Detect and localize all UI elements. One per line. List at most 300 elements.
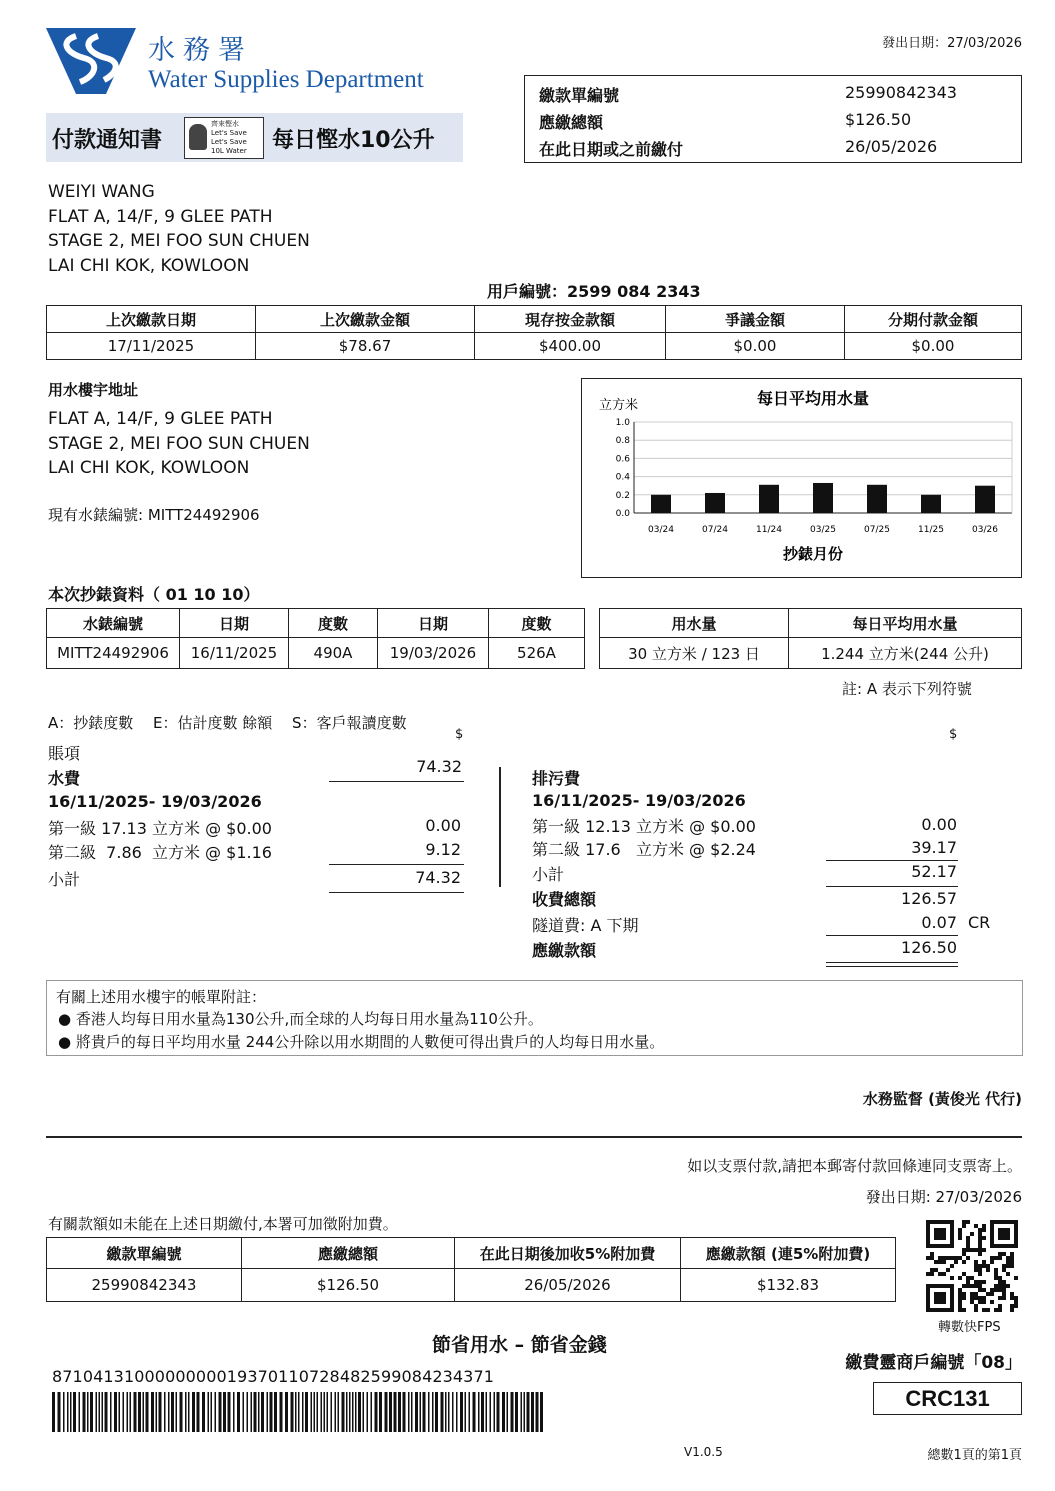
barcode-bar	[321, 1392, 323, 1432]
qr-module	[978, 1240, 982, 1244]
chart-ytick-label: 0.0	[615, 509, 630, 519]
barcode-bar	[151, 1392, 154, 1432]
qr-module	[982, 1280, 986, 1284]
qr-module	[966, 1236, 970, 1240]
chart-xtick-label: 03/26	[972, 525, 998, 535]
summary-box	[524, 75, 1022, 163]
barcode-bar	[342, 1392, 345, 1432]
barcode-bar	[127, 1392, 129, 1432]
qr-module	[958, 1276, 962, 1280]
barcode-bar	[432, 1392, 434, 1432]
qr-module	[978, 1244, 982, 1248]
barcode-bar	[385, 1392, 388, 1432]
barcode-bar	[99, 1392, 101, 1432]
barcode-bar	[448, 1392, 450, 1432]
barcode-bar	[367, 1392, 369, 1432]
barcode-bar	[411, 1392, 413, 1432]
barcode-bar	[469, 1392, 471, 1432]
chart-bar	[705, 493, 725, 513]
qr-module	[930, 1272, 934, 1276]
slogan: 節省用水 – 節省金錢	[432, 1334, 607, 1356]
qr-module	[974, 1260, 978, 1264]
qr-module	[958, 1296, 962, 1300]
qr-module	[982, 1248, 986, 1252]
qr-module	[950, 1264, 954, 1268]
barcode-bar	[168, 1392, 170, 1432]
premises-line: STAGE 2, MEI FOO SUN CHUEN	[48, 433, 310, 454]
qr-module	[978, 1232, 982, 1236]
barcode-bar	[349, 1392, 351, 1432]
barcode-bar	[211, 1392, 213, 1432]
daily-average: 1.244 立方米(244 公升)	[789, 638, 1022, 669]
qr-module	[978, 1300, 982, 1304]
qr-module	[958, 1288, 962, 1292]
col-consumption: 用水量	[600, 609, 789, 638]
qr-module	[958, 1304, 962, 1308]
qr-module	[962, 1252, 966, 1256]
qr-module	[974, 1308, 978, 1312]
tunnel-fee: 0.07	[921, 913, 957, 932]
qr-module	[982, 1288, 986, 1292]
qr-module	[990, 1260, 994, 1264]
qr-module	[958, 1232, 962, 1236]
chart-bar	[867, 485, 887, 513]
water-tier-1-label: 第一級 17.13 立方米 @ $0.00	[48, 819, 272, 838]
badge-text: 齊來慳水 Let's Save Let's Save 10L Water	[211, 120, 247, 155]
barcode-bar	[497, 1392, 500, 1432]
water-charge-title: 水費	[48, 769, 81, 788]
barcode-bar	[233, 1392, 235, 1432]
barcode-bar	[502, 1392, 505, 1432]
qr-module	[998, 1284, 1002, 1288]
qr-module	[998, 1304, 1002, 1308]
qr-module	[958, 1256, 962, 1260]
barcode-bar	[243, 1392, 245, 1432]
curr-reading: 526A	[489, 638, 585, 669]
summary-label-due-date: 在此日期或之前繳付	[539, 140, 684, 159]
qr-module	[1002, 1264, 1006, 1268]
qr-module	[978, 1288, 982, 1292]
qr-module	[970, 1296, 974, 1300]
barcode-bar	[215, 1392, 217, 1432]
qr-module	[998, 1280, 1002, 1284]
column-divider	[499, 767, 501, 887]
water-period: 16/11/2025- 19/03/2026	[48, 792, 262, 811]
barcode-bar	[219, 1392, 222, 1432]
qr-module	[970, 1232, 974, 1236]
slip-table	[46, 1237, 896, 1302]
consumption: 30 立方米 / 123 日	[600, 638, 789, 669]
col-disputed: 爭議金額	[666, 306, 845, 333]
sewage-title: 排污費	[532, 769, 581, 788]
qr-module	[982, 1264, 986, 1268]
slip-total: $126.50	[242, 1269, 455, 1302]
qr-module	[946, 1268, 950, 1272]
qr-module	[966, 1280, 970, 1284]
qr-module	[942, 1256, 946, 1260]
qr-module	[962, 1292, 966, 1296]
barcode-bar	[540, 1392, 543, 1432]
payment-history-table	[46, 305, 1022, 360]
charges-total: 126.57	[901, 889, 957, 908]
summary-label-bill-no: 繳款單編號	[539, 86, 620, 105]
qr-module	[1014, 1300, 1018, 1304]
col-instalment: 分期付款金額	[845, 306, 1022, 333]
barcode-bar	[445, 1392, 447, 1432]
amount-due: 126.50	[901, 938, 957, 957]
barcode-bar	[473, 1392, 476, 1432]
barcode-bar	[515, 1392, 518, 1432]
address-line: LAI CHI KOK, KOWLOON	[48, 255, 250, 276]
barcode-bar	[507, 1392, 509, 1432]
qr-module	[1010, 1296, 1014, 1300]
qr-module	[978, 1272, 982, 1276]
chart-xtick-label: 07/24	[702, 525, 728, 535]
barcode-bar	[171, 1392, 174, 1432]
barcode-bar	[452, 1392, 454, 1432]
qr-module	[974, 1248, 978, 1252]
chart-ytick-label: 0.2	[615, 490, 630, 501]
barcode-bar	[261, 1392, 264, 1432]
wsd-logo	[46, 28, 136, 94]
qr-module	[978, 1228, 982, 1232]
qr-module	[982, 1236, 986, 1240]
water-tier-2-label: 第二級 7.86 立方米 @ $1.16	[48, 843, 272, 862]
last-payment-amount: $78.67	[256, 333, 475, 360]
barcode-bar	[527, 1392, 530, 1432]
qr-module	[986, 1264, 990, 1268]
qr-module	[990, 1288, 994, 1292]
barcode-bar	[435, 1392, 438, 1432]
barcode-bar	[119, 1392, 121, 1432]
chart-xlabel: 抄錶月份	[782, 545, 844, 563]
water-tier-1-amount: 0.00	[425, 816, 461, 835]
col-prev-reading: 度數	[289, 609, 378, 638]
qr-module	[1010, 1308, 1014, 1312]
charges-section-label: 賬項	[48, 744, 81, 763]
usage-chart-svg	[582, 379, 1021, 577]
qr-module	[974, 1268, 978, 1272]
usage-table	[599, 608, 1022, 669]
col-last-payment-amount: 上次繳款金額	[256, 306, 475, 333]
qr-module	[962, 1220, 966, 1224]
barcode-bar	[134, 1392, 137, 1432]
qr-module	[990, 1256, 994, 1260]
qr-module	[982, 1260, 986, 1264]
barcode-bar	[403, 1392, 406, 1432]
barcode-bar	[164, 1392, 166, 1432]
barcode-bar	[102, 1392, 104, 1432]
barcode-bar	[486, 1392, 488, 1432]
barcode-bar	[58, 1392, 61, 1432]
qr-module	[970, 1284, 974, 1288]
chart-xtick-label: 11/25	[918, 525, 944, 535]
barcode-bar	[494, 1392, 496, 1432]
barcode-bar	[355, 1392, 357, 1432]
barcode-bar	[237, 1392, 240, 1432]
barcode-bar	[346, 1392, 348, 1432]
note-item: ● 將貴戶的每日平均用水量 244公升除以用水期間的人數便可得出貴戶的人均每日用水量。	[58, 1033, 665, 1051]
chart-xtick-label: 03/25	[810, 525, 836, 535]
barcode-bar	[274, 1392, 277, 1432]
qr-module	[954, 1256, 958, 1260]
reading-legend: A：抄錶度數 E：估計度數 餘額 S：客戶報讀度數	[48, 714, 407, 732]
qr-module	[998, 1296, 1002, 1300]
surcharge-note: 有關款額如未能在上述日期繳付,本署可加徵附加費。	[48, 1215, 398, 1233]
barcode-bar	[428, 1392, 430, 1432]
barcode-bar	[73, 1392, 76, 1432]
qr-module	[1010, 1256, 1014, 1260]
barcode-bar	[521, 1392, 523, 1432]
sewage-tier-1-label: 第一級 12.13 立方米 @ $0.00	[532, 817, 756, 836]
qr-module	[1002, 1292, 1006, 1296]
rule	[329, 781, 464, 782]
barcode-bar	[130, 1392, 132, 1432]
qr-module	[982, 1308, 986, 1312]
slip-date: 26/05/2026	[455, 1269, 681, 1302]
barcode-bar	[363, 1392, 365, 1432]
barcode-bar	[114, 1392, 117, 1432]
qr-module	[982, 1228, 986, 1232]
barcode-bar	[123, 1392, 125, 1432]
qr-module	[934, 1268, 938, 1272]
address-line: STAGE 2, MEI FOO SUN CHUEN	[48, 231, 310, 251]
barcode-bar	[295, 1392, 297, 1432]
dept-name-en: Water Supplies Department	[148, 66, 424, 93]
barcode-bar	[83, 1392, 86, 1432]
barcode-bar	[202, 1392, 205, 1432]
qr-module	[990, 1292, 994, 1296]
qr-module	[982, 1296, 986, 1300]
barcode-number: 871041310000000001937011072848259908423437​1	[52, 1367, 495, 1386]
barcode-bar	[481, 1392, 484, 1432]
qr-module	[1002, 1296, 1006, 1300]
premises-line: FLAT A, 14/F, 9 GLEE PATH	[48, 409, 273, 429]
barcode-bar	[285, 1392, 288, 1432]
slip-with-surcharge: $132.83	[681, 1269, 896, 1302]
qr-module	[966, 1244, 970, 1248]
barcode-bar	[314, 1392, 316, 1432]
barcode-bar	[67, 1392, 69, 1432]
qr-module	[1002, 1252, 1006, 1256]
barcode-bar	[87, 1392, 89, 1432]
summary-label-total: 應繳總額	[539, 113, 604, 132]
col-prev-date: 日期	[180, 609, 289, 638]
barcode-bar	[143, 1392, 145, 1432]
qr-module	[1002, 1284, 1006, 1288]
qr-module	[966, 1220, 970, 1224]
qr-module	[982, 1224, 986, 1228]
qr-module	[962, 1272, 966, 1276]
barcode-bar	[375, 1392, 378, 1432]
tunnel-fee-label: 隧道費: A 下期	[532, 916, 639, 935]
qr-module	[962, 1284, 966, 1288]
bullet-icon: ●	[58, 1010, 72, 1028]
qr-module	[1014, 1276, 1018, 1280]
chart-xtick-label: 11/24	[756, 525, 782, 535]
qr-module	[978, 1280, 982, 1284]
amount-due-label: 應繳款額	[532, 941, 597, 960]
current-meter-number: 現有水錶編號: MITT24492906	[48, 506, 260, 524]
barcode-bar	[456, 1392, 458, 1432]
barcode-bar	[223, 1392, 226, 1432]
barcode-bar	[197, 1392, 200, 1432]
water-subtotal: 74.32	[415, 868, 461, 887]
currency-symbol-left: $	[455, 727, 464, 742]
double-rule	[826, 966, 958, 967]
sewage-subtotal: 52.17	[911, 862, 957, 881]
barcode-bar	[188, 1392, 190, 1432]
col-slip-total: 應繳總額	[242, 1238, 455, 1269]
qr-module	[1002, 1280, 1006, 1284]
qr-module	[986, 1292, 990, 1296]
barcode-bar	[511, 1392, 514, 1432]
chart-title: 每日平均用水量	[756, 389, 870, 408]
curr-date: 19/03/2026	[378, 638, 489, 669]
rule	[329, 864, 464, 865]
prev-date: 16/11/2025	[180, 638, 289, 669]
rule	[826, 935, 958, 936]
qr-module	[1006, 1272, 1010, 1276]
issue-date: 發出日期：27/03/2026	[882, 36, 1022, 51]
chart-xtick-label: 07/25	[864, 525, 890, 535]
qr-module	[934, 1260, 938, 1264]
chart-bar	[813, 483, 833, 513]
signature: 水務監督 (黃俊光 代行)	[862, 1090, 1022, 1108]
qr-module	[974, 1280, 978, 1284]
notice-banner	[46, 113, 463, 162]
qr-module	[974, 1264, 978, 1268]
barcode-bar	[335, 1392, 337, 1432]
pps-merchant-code: CRC131	[873, 1382, 1022, 1415]
qr-module	[986, 1268, 990, 1272]
barcode-bar	[159, 1392, 162, 1432]
sewage-tier-2-amount: 39.17	[911, 838, 957, 857]
sewage-tier-1-amount: 0.00	[921, 815, 957, 834]
qr-module	[970, 1276, 974, 1280]
barcode-bar	[291, 1392, 294, 1432]
qr-module	[934, 1292, 946, 1304]
barcode-bar	[394, 1392, 397, 1432]
currency-symbol-right: $	[949, 727, 958, 742]
qr-module	[966, 1256, 970, 1260]
chart-bar	[975, 486, 995, 513]
barcode-bar	[423, 1392, 426, 1432]
qr-module	[1002, 1268, 1006, 1272]
qr-module	[978, 1248, 982, 1252]
barcode-bar	[228, 1392, 231, 1432]
page-indicator: 總數1頁的第1頁	[927, 1448, 1022, 1463]
qr-module	[974, 1304, 978, 1308]
chart-bar	[651, 495, 671, 513]
qr-module	[1006, 1260, 1010, 1264]
qr-module	[978, 1268, 982, 1272]
qr-module	[1006, 1284, 1010, 1288]
barcode-bar	[536, 1392, 539, 1432]
qr-module	[966, 1248, 970, 1252]
qr-module	[1006, 1256, 1010, 1260]
qr-module	[938, 1256, 942, 1260]
slip-issue-date: 發出日期: 27/03/2026	[865, 1188, 1022, 1206]
chart-ytick-label: 0.8	[615, 436, 630, 447]
barcode-bar	[280, 1392, 283, 1432]
qr-module	[998, 1276, 1002, 1280]
barcode-bar	[254, 1392, 257, 1432]
qr-module	[942, 1260, 946, 1264]
bullet-icon: ●	[58, 1033, 72, 1051]
barcode-bar	[79, 1392, 81, 1432]
qr-module	[982, 1300, 986, 1304]
qr-module	[970, 1292, 974, 1296]
qr-module	[938, 1260, 942, 1264]
qr-module	[974, 1296, 978, 1300]
col-daily-average: 每日平均用水量	[789, 609, 1022, 638]
qr-module	[1002, 1288, 1006, 1292]
qr-module	[958, 1300, 962, 1304]
chart-ytick-label: 0.4	[615, 472, 630, 483]
barcode-bar	[441, 1392, 444, 1432]
qr-module	[994, 1276, 998, 1280]
col-meter-no: 水錶編號	[47, 609, 180, 638]
barcode-bar	[379, 1392, 382, 1432]
qr-module	[962, 1224, 966, 1228]
barcode-bar	[110, 1392, 112, 1432]
qr-module	[994, 1308, 998, 1312]
barcode-bar	[180, 1392, 183, 1432]
qr-module	[998, 1308, 1002, 1312]
barcode-bar	[531, 1392, 534, 1432]
barcode-bar	[415, 1392, 418, 1432]
qr-module	[994, 1272, 998, 1276]
col-deposit: 現存按金款額	[475, 306, 666, 333]
qr-module	[1010, 1252, 1014, 1256]
barcode-bar	[389, 1392, 392, 1432]
usage-chart	[581, 378, 1022, 578]
qr-module	[930, 1268, 934, 1272]
chart-ylabel: 立方米	[599, 398, 639, 413]
rule	[826, 860, 958, 861]
barcode-bar	[317, 1392, 319, 1432]
rule	[826, 886, 958, 887]
qr-module	[998, 1252, 1002, 1256]
chart-bar	[921, 495, 941, 513]
cheque-note: 如以支票付款,請把本郵寄付款回條連同支票寄上。	[687, 1157, 1022, 1175]
qr-module	[978, 1284, 982, 1288]
address-line: WEIYI WANG	[48, 182, 155, 202]
summary-value-due-date: 26/05/2026	[845, 137, 938, 156]
qr-module	[1006, 1264, 1010, 1268]
premises-address	[48, 407, 310, 481]
note-item: ● 香港人均每日用水量為130公升,而全球的人均每日用水量為110公升。	[58, 1010, 543, 1028]
qr-module	[946, 1256, 950, 1260]
barcode-bar	[146, 1392, 149, 1432]
chart-ytick-label: 0.6	[615, 454, 630, 465]
barcode-bar	[398, 1392, 401, 1432]
col-slip-bill-no: 繳款單編號	[47, 1238, 242, 1269]
water-charge-amount: 74.32	[416, 757, 462, 776]
col-curr-reading: 度數	[489, 609, 585, 638]
water-tier-2-amount: 9.12	[425, 840, 461, 859]
tear-line	[46, 1136, 1022, 1138]
barcode-bar	[352, 1392, 354, 1432]
meter-no: MITT24492906	[47, 638, 180, 669]
fps-qr-code[interactable]	[926, 1220, 1018, 1312]
barcode-bar	[324, 1392, 326, 1432]
barcode-bar	[338, 1392, 340, 1432]
qr-module	[1014, 1304, 1018, 1308]
qr-module	[926, 1272, 930, 1276]
qr-module	[974, 1224, 978, 1228]
